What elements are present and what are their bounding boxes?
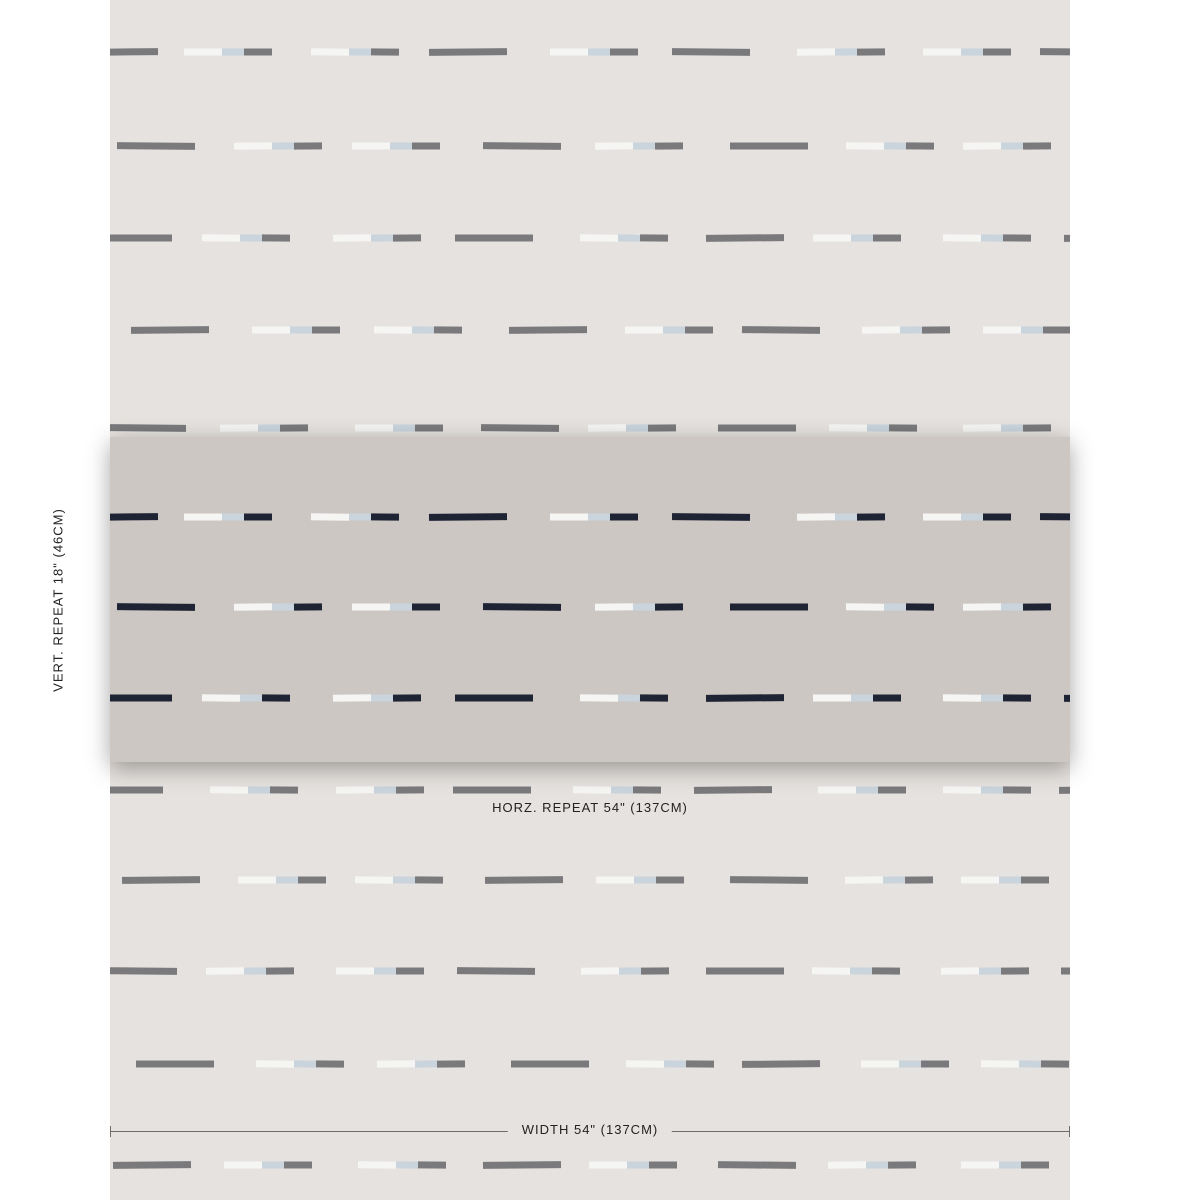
stripe-dash [485, 876, 563, 884]
stripe-dash [290, 327, 312, 334]
stripe-dash [437, 1060, 465, 1067]
stripe-dash [835, 513, 857, 520]
stripe-dash [906, 142, 934, 149]
stripe-dash [358, 1161, 396, 1168]
stripe-dash [633, 603, 655, 610]
stripe-dash [1003, 786, 1031, 793]
width-left-tick [110, 1126, 111, 1137]
stripe-dash [648, 424, 676, 431]
stripe-dash [580, 234, 618, 241]
stripe-dash [618, 234, 640, 241]
stripe-dash [244, 514, 272, 521]
stripe-dash [633, 142, 655, 149]
stripe-dash [961, 877, 999, 884]
stripe-dash [663, 327, 685, 334]
stripe-dash [110, 235, 172, 242]
stripe-dash [1040, 48, 1070, 56]
stripe-dash [224, 1162, 262, 1169]
stripe-dash [429, 513, 507, 521]
stripe-dash [311, 513, 349, 520]
width-right-tick [1069, 1126, 1070, 1137]
stripe-dash [1001, 603, 1023, 610]
stripe-dash [393, 876, 415, 883]
stripe-dash [240, 694, 262, 701]
stripe-dash [649, 1162, 677, 1169]
stripe-dash [1023, 424, 1051, 431]
stripe-dash [393, 234, 421, 241]
stripe-dash [412, 604, 440, 611]
stripe-dash [595, 142, 633, 149]
stripe-dash [983, 327, 1021, 334]
stripe-dash [963, 424, 1001, 431]
stripe-dash [284, 1162, 312, 1169]
stripe-dash [588, 514, 610, 521]
stripe-dash [581, 967, 619, 974]
stripe-dash [963, 142, 1001, 149]
stripe-dash [240, 234, 262, 241]
stripe-dash [117, 603, 195, 611]
stripe-dash [981, 694, 1003, 701]
stripe-dash [412, 326, 434, 333]
stripe-dash [136, 1061, 214, 1068]
stripe-dash [655, 142, 683, 149]
stripe-dash [184, 514, 222, 521]
stripe-dash [846, 603, 884, 610]
stripe-dash [396, 968, 424, 975]
stripe-dash [685, 327, 713, 334]
stripe-dash [349, 48, 371, 55]
stripe-dash [434, 326, 462, 333]
stripe-dash [312, 327, 340, 334]
stripe-dash [686, 1060, 714, 1067]
stripe-dash [429, 48, 507, 56]
stripe-dash [797, 513, 835, 520]
stripe-dash [483, 1161, 561, 1169]
stripe-dash [202, 234, 240, 241]
stripe-dash [110, 967, 177, 975]
stripe-dash [850, 967, 872, 974]
stripe-dash [862, 326, 900, 333]
stripe-dash [829, 424, 867, 431]
stripe-dash [872, 967, 900, 974]
stripe-dash [1001, 142, 1023, 149]
stripe-dash [812, 967, 850, 974]
stripe-dash [457, 967, 535, 975]
stripe-dash [222, 49, 244, 56]
stripe-dash [371, 694, 393, 701]
stripe-dash [611, 786, 633, 793]
stripe-dash [113, 1161, 191, 1169]
stripe-dash [818, 787, 856, 794]
stripe-dash [355, 876, 393, 883]
stripe-dash [655, 603, 683, 610]
width-label: WIDTH 54" (137CM) [508, 1122, 672, 1137]
stripe-dash [377, 1060, 415, 1067]
stripe-dash [905, 876, 933, 883]
stripe-dash [588, 424, 626, 431]
stripe-dash [640, 234, 668, 241]
stripe-dash [262, 1162, 284, 1169]
stripe-dash [846, 142, 884, 149]
stripe-dash [262, 694, 290, 701]
stripe-dash [550, 514, 588, 521]
stripe-dash [813, 235, 851, 242]
stripe-dash [873, 695, 901, 702]
stripe-dash [390, 604, 412, 611]
stripe-dash [1064, 694, 1070, 702]
stripe-dash [641, 967, 669, 974]
stripe-dash [851, 695, 873, 702]
stripe-dash [234, 142, 272, 149]
stripe-dash [857, 513, 885, 520]
band-dash-pattern [110, 437, 1070, 762]
stripe-dash [415, 1060, 437, 1067]
stripe-dash [943, 786, 981, 793]
stripe-dash [280, 424, 308, 431]
stripe-dash [889, 424, 917, 431]
vertical-repeat-label: VERT. REPEAT 18" (46CM) [50, 508, 66, 692]
stripe-dash [110, 787, 163, 794]
stripe-dash [238, 877, 276, 884]
stripe-dash [883, 876, 905, 883]
stripe-dash [258, 424, 280, 431]
stripe-dash [131, 326, 209, 334]
stripe-dash [610, 49, 638, 56]
stripe-dash [851, 235, 873, 242]
stripe-dash [110, 695, 172, 702]
stripe-dash [856, 787, 878, 794]
stripe-dash [184, 49, 222, 56]
stripe-dash [906, 603, 934, 610]
stripe-dash [1021, 1162, 1049, 1169]
stripe-dash [371, 513, 399, 520]
stripe-dash [371, 48, 399, 55]
stripe-dash [1003, 694, 1031, 701]
stripe-dash [797, 48, 835, 55]
stripe-dash [412, 143, 440, 150]
stripe-dash [390, 143, 412, 150]
stripe-dash [234, 603, 272, 610]
stripe-dash [943, 694, 981, 701]
stripe-dash [110, 48, 158, 56]
stripe-dash [589, 1162, 627, 1169]
stripe-dash [999, 1162, 1021, 1169]
stripe-dash [511, 1061, 589, 1068]
stripe-dash [706, 968, 784, 975]
stripe-dash [857, 48, 885, 55]
stripe-dash [634, 877, 656, 884]
stripe-dash [861, 1061, 899, 1068]
stripe-dash [922, 326, 950, 333]
stripe-dash [294, 1060, 316, 1067]
stripe-dash [1040, 513, 1070, 521]
stripe-dash [244, 967, 266, 974]
stripe-dash [610, 514, 638, 521]
stripe-dash [1023, 142, 1051, 149]
stripe-dash [730, 604, 808, 611]
stripe-dash [298, 877, 326, 884]
stripe-dash [961, 514, 983, 521]
stripe-dash [625, 327, 663, 334]
horizontal-repeat-label: HORZ. REPEAT 54" (137CM) [492, 800, 688, 815]
stripe-dash [262, 234, 290, 241]
stripe-dash [618, 694, 640, 701]
stripe-dash [999, 877, 1021, 884]
stripe-dash [210, 786, 248, 793]
stripe-dash [888, 1161, 916, 1168]
stripe-dash [828, 1161, 866, 1168]
stripe-dash [349, 513, 371, 520]
stripe-dash [1059, 786, 1070, 794]
stripe-dash [333, 694, 371, 701]
stripe-dash [730, 876, 808, 884]
stripe-dash [640, 694, 668, 701]
stripe-dash [266, 967, 294, 974]
stripe-dash [573, 786, 611, 793]
stripe-dash [393, 425, 415, 432]
stripe-dash [294, 142, 322, 149]
stripe-dash [371, 234, 393, 241]
stripe-dash [626, 424, 648, 431]
stripe-dash [418, 1161, 446, 1168]
stripe-dash [455, 695, 533, 702]
stripe-dash [981, 786, 1003, 793]
stripe-dash [961, 1162, 999, 1169]
stripe-dash [252, 327, 290, 334]
stripe-dash [626, 1060, 664, 1067]
stripe-dash [963, 603, 1001, 610]
stripe-dash [1021, 877, 1049, 884]
stripe-dash [656, 877, 684, 884]
stripe-dash [311, 48, 349, 55]
stripe-dash [396, 786, 424, 793]
stripe-dash [961, 49, 983, 56]
stripe-dash [867, 424, 889, 431]
stripe-dash [316, 1060, 344, 1067]
stripe-dash [1019, 1060, 1041, 1067]
stripe-dash [941, 967, 979, 974]
stripe-dash [117, 142, 195, 150]
stripe-dash [1001, 967, 1029, 974]
stripe-dash [921, 1061, 949, 1068]
stripe-dash [706, 694, 784, 702]
stripe-dash [122, 876, 200, 884]
stripe-dash [481, 424, 559, 432]
stripe-dash [718, 425, 796, 432]
stripe-dash [202, 694, 240, 701]
stripe-dash [393, 694, 421, 701]
stripe-dash [483, 603, 561, 611]
stripe-dash [374, 968, 396, 975]
stripe-dash [453, 787, 531, 794]
stripe-dash [396, 1161, 418, 1168]
stripe-dash [1041, 1060, 1069, 1067]
stripe-dash [835, 48, 857, 55]
stripe-dash [294, 603, 322, 610]
stripe-dash [588, 49, 610, 56]
stripe-dash [595, 603, 633, 610]
stripe-dash [943, 234, 981, 241]
stripe-dash [352, 143, 390, 150]
stripe-dash [415, 425, 443, 432]
stripe-dash [270, 786, 298, 793]
stripe-dash [550, 49, 588, 56]
stripe-dash [866, 1161, 888, 1168]
stripe-dash [619, 967, 641, 974]
stripe-dash [706, 234, 784, 242]
stripe-dash [672, 48, 750, 56]
stripe-dash [415, 876, 443, 883]
stripe-dash [336, 968, 374, 975]
stripe-dash [923, 514, 961, 521]
stripe-dash [272, 603, 294, 610]
stripe-dash [355, 425, 393, 432]
stripe-dash [374, 786, 396, 793]
stripe-dash [694, 786, 772, 794]
stripe-dash [983, 514, 1011, 521]
stripe-dash [981, 1060, 1019, 1067]
stripe-dash [374, 326, 412, 333]
stripe-dash [222, 514, 244, 521]
stripe-dash [878, 787, 906, 794]
stripe-dash [900, 326, 922, 333]
stripe-dash [333, 234, 371, 241]
stripe-dash [1001, 424, 1023, 431]
stripe-dash [981, 234, 1003, 241]
stripe-dash [983, 49, 1011, 56]
stripe-dash [352, 604, 390, 611]
stripe-dash [884, 603, 906, 610]
stripe-dash [1043, 327, 1070, 334]
stripe-dash [664, 1060, 686, 1067]
stripe-dash [627, 1162, 649, 1169]
stripe-dash [110, 513, 158, 521]
stripe-dash [742, 326, 820, 334]
stripe-dash [509, 326, 587, 334]
stripe-dash [256, 1060, 294, 1067]
stripe-dash [873, 235, 901, 242]
stripe-dash [248, 786, 270, 793]
stripe-dash [336, 786, 374, 793]
stripe-dash [845, 876, 883, 883]
stripe-dash [1064, 234, 1070, 242]
stripe-dash [1021, 327, 1043, 334]
stripe-dash [276, 877, 298, 884]
stripe-dash [718, 1161, 796, 1169]
stripe-dash [1003, 234, 1031, 241]
stripe-dash [923, 49, 961, 56]
stripe-dash [1023, 603, 1051, 610]
stripe-dash [272, 142, 294, 149]
stripe-dash [742, 1060, 820, 1068]
stripe-dash [596, 877, 634, 884]
stripe-dash [813, 695, 851, 702]
stripe-dash [979, 967, 1001, 974]
stripe-dash [1061, 968, 1070, 975]
stripe-dash [455, 235, 533, 242]
stripe-dash [899, 1061, 921, 1068]
stripe-dash [110, 424, 186, 432]
repeat-band [110, 437, 1070, 762]
stripe-dash [244, 49, 272, 56]
stripe-dash [206, 967, 244, 974]
stripe-dash [633, 786, 661, 793]
stripe-dash [730, 143, 808, 150]
stripe-dash [220, 424, 258, 431]
stripe-dash [483, 142, 561, 150]
stripe-dash [672, 513, 750, 521]
stripe-dash [580, 694, 618, 701]
stripe-dash [884, 142, 906, 149]
